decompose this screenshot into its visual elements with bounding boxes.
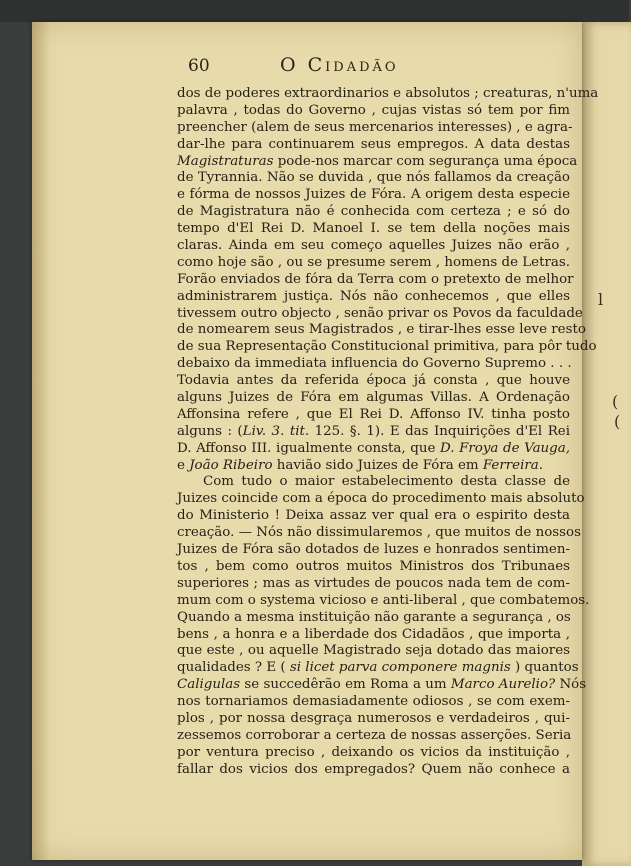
text-span: bens , a honra e a liberdade dos Cidadãos , que importa ,	[177, 626, 570, 642]
margin-mark: l	[598, 290, 604, 309]
text-line	[177, 187, 570, 204]
text-span: Juizes coincide com a época do procedimento mais absoluto	[177, 491, 585, 507]
text-line	[177, 508, 570, 525]
text-span: preencher (alem de seus mercenarios interesses) , e agra-	[177, 119, 573, 135]
text-span: de sua Representação Constitucional primitiva, para pôr tudo	[177, 339, 597, 355]
italic-text: Liv. 3. tit.	[242, 423, 310, 439]
text-line	[177, 610, 570, 627]
text-line	[177, 474, 570, 491]
italic-text: João Ribeiro	[189, 457, 273, 473]
text-line	[177, 592, 590, 610]
text-span: de nomearem seus Magistrados , e tirar-lhes esse leve resto	[177, 322, 586, 338]
text-span: ) quantos	[510, 660, 579, 676]
text-span: zessemos corroborar a certeza de nossas asserções. Seria	[177, 727, 572, 743]
text-span: do Ministerio ! Deixa assaz ver qual era o espirito desta	[177, 508, 570, 524]
text-span: de Tyrannia. Não se duvida , que nós fallamos da creação	[177, 170, 570, 186]
text-line	[177, 407, 570, 424]
text-span: nos tornariamos demasiadamente odiosos , se com exem-	[177, 694, 570, 710]
text-span: e fórma de nossos Juizes de Fóra. A origem desta especie	[177, 187, 570, 203]
text-line	[177, 643, 570, 660]
italic-text: Caligulas	[177, 677, 241, 693]
text-span: creação. — Nós não dissimularemos , que muitos de nossos	[177, 525, 581, 541]
text-span: claras. Ainda em seu começo aquelles Juizes não erão ,	[177, 238, 570, 254]
text-line	[177, 711, 570, 728]
text-line	[177, 103, 570, 120]
text-span: alguns Juizes de Fóra em algumas Villas. A Ordenação	[177, 390, 570, 406]
text-line	[177, 356, 570, 373]
text-line	[177, 542, 570, 559]
text-span: palavra , todas do Governo , cujas vistas só tem por fim	[177, 102, 570, 118]
text-line	[177, 305, 583, 323]
page-number: 60	[188, 56, 210, 76]
text-line	[177, 525, 581, 542]
text-span: como hoje são , ou se presume serem , homens de Letras.	[177, 254, 570, 270]
text-line	[177, 137, 570, 154]
scan-background-top	[0, 0, 629, 22]
text-line	[177, 119, 573, 137]
text-line	[177, 694, 570, 711]
text-span: D. Affonso III. igualmente consta, que	[177, 440, 440, 456]
text-line	[177, 373, 570, 390]
text-line	[177, 153, 578, 171]
body-text	[177, 86, 599, 779]
italic-text: Marco Aurelio?	[450, 677, 556, 693]
text-span: se succedêrão em Roma a um	[240, 677, 451, 693]
text-span: pode-nos marcar com segurança uma época	[273, 153, 578, 169]
text-span: debaixo da immediata influencia do Governo Supremo . . .	[177, 356, 572, 372]
text-line	[177, 255, 570, 272]
text-line	[177, 627, 570, 644]
text-line	[177, 677, 587, 694]
text-line	[177, 238, 570, 255]
text-line	[177, 86, 599, 103]
text-span: tivessem outro objecto , senão privar os Povos da faculdade	[177, 305, 583, 321]
text-line	[177, 458, 570, 475]
text-span: plos , por nossa desgraça numerosos e verdadeiros , qui-	[177, 710, 570, 726]
text-line	[177, 170, 570, 187]
text-span: Com tudo o maior estabelecimento desta classe de	[203, 474, 570, 490]
text-line	[177, 390, 570, 407]
text-line	[177, 745, 570, 762]
text-span: Todavia antes da referida época já consta , que houve	[177, 373, 570, 389]
text-span: e	[177, 457, 190, 473]
text-span: qualidades ? E (	[177, 660, 290, 676]
text-line	[177, 762, 570, 779]
text-line	[177, 491, 585, 508]
text-span: por ventura preciso , deixando os vicios da instituição ,	[177, 744, 570, 760]
text-line	[177, 424, 570, 441]
page-header	[188, 54, 468, 80]
italic-text: si licet parva componere magnis	[289, 660, 511, 676]
text-line	[177, 322, 586, 339]
text-span: Affonsina refere , que El Rei D. Affonso IV. tinha posto	[177, 406, 570, 422]
text-line	[177, 289, 570, 306]
italic-text: Magistraturas	[177, 153, 274, 169]
text-span: de Magistratura não é conhecida com certeza ; e só do	[177, 204, 570, 220]
text-line	[177, 728, 570, 745]
text-line	[177, 271, 574, 289]
text-span: que este , ou aquelle Magistrado seja dotado das maiores	[177, 643, 570, 659]
margin-mark: (	[614, 412, 621, 431]
text-span: tos , bem como outros muitos Ministros dos Tribunaes	[177, 558, 570, 574]
text-span: 125. §. 1). E das Inquirições d'El Rei	[309, 423, 570, 439]
text-span: Juizes de Fóra são dotados de luzes e honrados sentimen-	[177, 542, 570, 558]
text-span: dar-lhe para continuarem seus empregos. A data destas	[177, 136, 570, 152]
italic-text: D. Froya de Vauga,	[439, 440, 570, 456]
text-span: alguns : (	[177, 423, 243, 439]
text-span: fallar dos vicios dos empregados? Quem não conhece a	[177, 761, 570, 777]
text-span: havião sido Juizes de Fóra em	[272, 457, 483, 473]
text-span: mum com o systema vicioso e anti-liberal , que combatemos.	[177, 592, 590, 608]
text-line	[177, 576, 570, 593]
text-span: administrarem justiça. Nós não conhecemos , que elles	[177, 288, 570, 304]
text-span: Quando a mesma instituição não garante a segurança , os	[177, 609, 571, 625]
text-span: dos de poderes extraordinarios e absolutos ; creaturas, n'uma	[177, 86, 599, 101]
margin-mark: (	[612, 392, 619, 411]
text-line	[177, 660, 579, 677]
text-line	[177, 441, 570, 458]
text-line	[177, 559, 570, 576]
text-line	[177, 221, 570, 238]
running-title: O Cidadão	[280, 54, 399, 76]
text-line	[177, 204, 570, 221]
text-span: tempo d'El Rei D. Manoel I. se tem della noções mais	[177, 221, 570, 237]
text-span: Nós	[555, 677, 587, 693]
facing-page-edge	[582, 22, 631, 866]
text-span: Forão enviados de fóra da Terra com o pretexto de melhor	[177, 271, 574, 287]
text-line	[177, 339, 597, 356]
text-span: superiores ; mas as virtudes de poucos nada tem de com-	[177, 575, 570, 591]
italic-text: Ferreira.	[482, 457, 544, 473]
